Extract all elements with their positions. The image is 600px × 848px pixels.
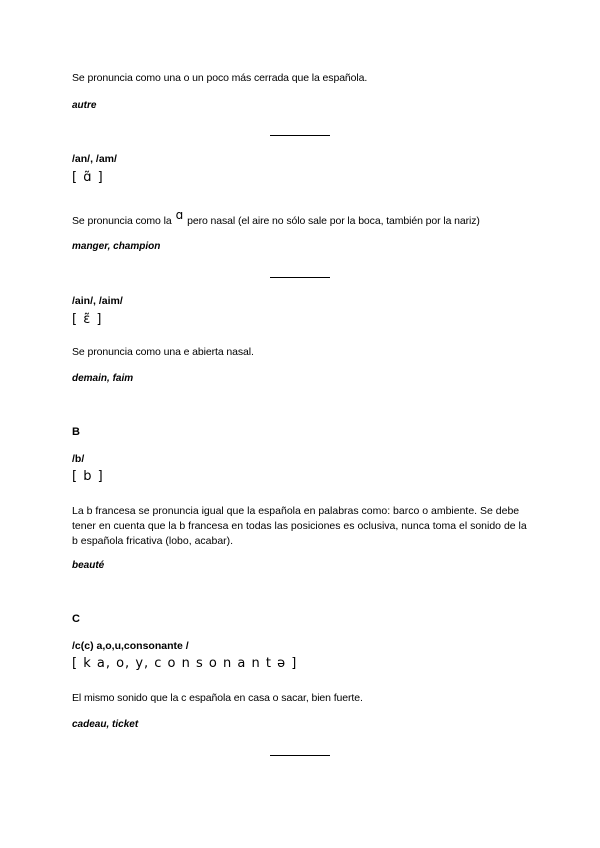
an-label: /an/, /am/ bbox=[72, 153, 117, 165]
o-description: Se pronuncia como una o un poco más cerrada que la española. bbox=[72, 72, 368, 84]
ain-label: /ain/, /aim/ bbox=[72, 295, 123, 307]
b-description: La b francesa se pronuncia igual que la española en palabras como: barco o ambiente. Se debe tener en cuenta que la b francesa en todas las posiciones es oclusiva, nunca toma el sonido de la b española fricativa (lobo, acabar). bbox=[72, 505, 527, 547]
ain-ipa: [ ɛ̃ ] bbox=[72, 312, 103, 327]
ain-description: Se pronuncia como una e abierta nasal. bbox=[72, 346, 254, 358]
b-ipa: [ b ] bbox=[72, 469, 104, 484]
b-example: beauté bbox=[72, 560, 105, 571]
heading-c: C bbox=[72, 613, 80, 625]
o-example: autre bbox=[72, 100, 97, 111]
divider-1 bbox=[270, 135, 330, 136]
divider-3 bbox=[270, 755, 330, 756]
divider-2 bbox=[270, 277, 330, 278]
an-ipa: [ ɑ̃ ] bbox=[72, 170, 104, 185]
c-description: El mismo sonido que la c española en casa o sacar, bien fuerte. bbox=[72, 692, 363, 704]
ain-example: demain, faim bbox=[72, 373, 134, 384]
an-description bbox=[72, 208, 480, 227]
c-label: /c(c) a,o,u,consonante / bbox=[72, 640, 189, 652]
an-desc-after: pero nasal (el aire no sólo sale por la boca, también por la nariz) bbox=[187, 215, 480, 227]
an-desc-before: Se pronuncia como la bbox=[72, 215, 172, 227]
heading-b: B bbox=[72, 426, 80, 438]
b-label: /b/ bbox=[72, 453, 85, 465]
an-example: manger, champion bbox=[72, 241, 161, 252]
c-ipa: [ k a, o, y, c o n s o n a n t ə ] bbox=[72, 656, 298, 671]
a-symbol: ɑ bbox=[175, 208, 184, 222]
c-example: cadeau, ticket bbox=[72, 719, 139, 730]
